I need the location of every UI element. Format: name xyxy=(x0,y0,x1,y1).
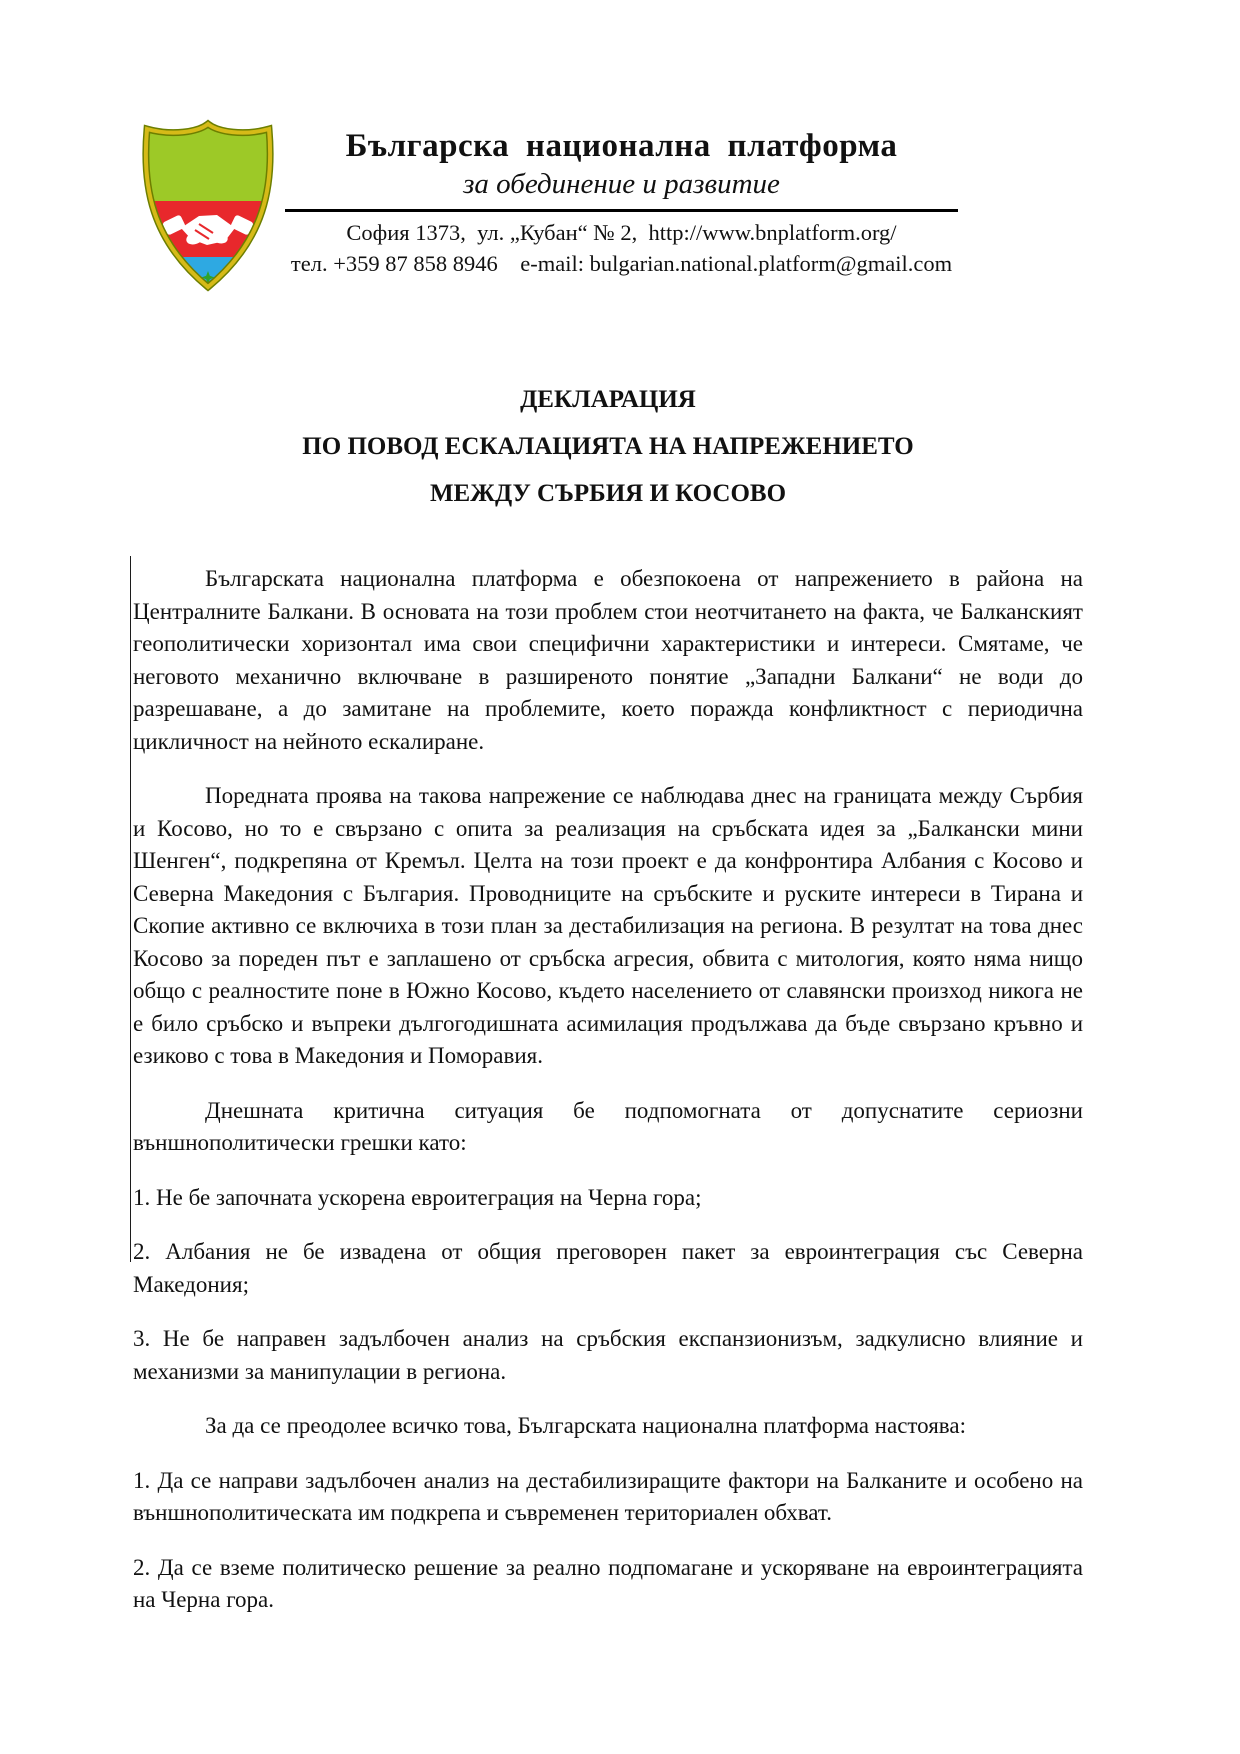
contact-line: тел. +359 87 858 8946 e-mail: bulgarian.national.platform@gmail.com xyxy=(290,251,953,276)
body-paragraph: 2. Да се вземе политическо решение за реално подпомагане и ускоряване на евроинтеграцията на Черна гора. xyxy=(133,1554,1083,1612)
org-name: Българска национална платформа xyxy=(345,128,898,164)
body-paragraph: 1. Да се направи задълбочен анализ на дестабилизиращите фактори на Балканите и особено на външнополитическата им подкрепа и съвременен териториален обхват. xyxy=(133,1467,1083,1525)
body-paragraph: 3. Не бе направен задълбочен анализ на сръбския експанзионизъм, задкулисно влияние и механизми за манипулации в региона. xyxy=(133,1326,1083,1384)
org-tagline: за обединение и развитие xyxy=(463,168,780,200)
letterhead-divider xyxy=(285,209,958,212)
body-paragraph: За да се преодолее всичко това, Българската национална платформа настоява: xyxy=(205,1413,966,1438)
scan-artifact-line xyxy=(130,556,131,1262)
org-logo-shield xyxy=(137,118,279,293)
body-paragraph: 2. Албания не бе извадена от общия преговорен пакет за евроинтеграция със Северна Македония; xyxy=(133,1239,1083,1297)
title-line-2: ПО ПОВОД ЕСКАЛАЦИЯТА НА НАПРЕЖЕНИЕТО xyxy=(302,433,914,460)
letterhead-text xyxy=(285,126,958,279)
title-line-1: ДЕКЛАРАЦИЯ xyxy=(520,386,696,413)
body-paragraph: Българската национална платформа е обезпокоена от напрежението в района на Централните Балкани. В основата на този проблем стои неотчитането на факта, че Балканският геополитически хоризонтал има свои специфични характеристики и интереси. Смятаме, че неговото механично включване в разширеното понятие „Западни Балкани“ не води до разрешаване, а до замитане на проблемите, което поражда конфликтност с периодична цикличност на нейното ескалиране. xyxy=(133,566,1083,754)
address-line: София 1373, ул. „Кубан“ № 2, http://www.bnplatform.org/ xyxy=(346,220,897,245)
title-line-3: МЕЖДУ СЪРБИЯ И КОСОВО xyxy=(429,480,787,507)
body-paragraph: 1. Не бе започната ускорена евроитеграция на Черна гора; xyxy=(133,1184,702,1210)
body-paragraph: Днешната критична ситуация бе подпомогната от допуснатите сериозни външнополитически грешки като: xyxy=(133,1097,1083,1155)
document-body xyxy=(133,563,1083,1639)
document-title xyxy=(133,383,1083,524)
body-paragraph: Поредната проява на такова напрежение се наблюдава днес на границата между Сърбия и Косово, но то е свързано с опита за реализация на сръбската идея за „Балкански мини Шенген“, подкрепяна от Кремъл. Целта на този проект е да конфронтира Албания с Косово и Северна Македония с България. Проводниците на сръбските и руските интереси в Тирана и Скопие активно се включиха в този план за дестабилизация на региона. В резултат на това днес Косово за пореден път е заплашено от сръбска агресия, обвита с митология, която няма нищо общо с реалностите поне в Южно Косово, където населението от славянски произход никога не е било сръбско и въпреки дългогодишната асимилация продължава да бъде свързано кръвно и езиково с това в Македония и Поморавия. xyxy=(133,783,1083,1068)
